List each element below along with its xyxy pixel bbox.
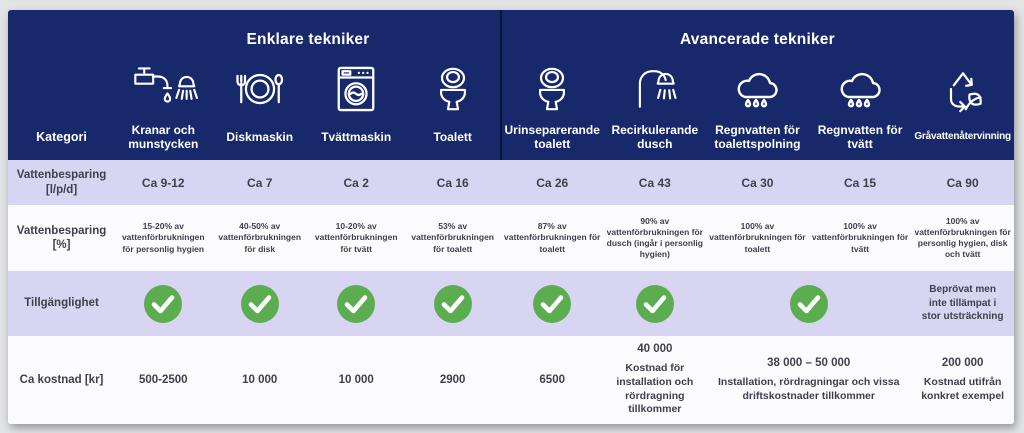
column-header-tvattmaskin bbox=[308, 56, 404, 160]
row-vattenbesparing-lpd bbox=[8, 160, 1014, 205]
cost-cell: 200 000 Kostnad utifrån konkret exempel bbox=[911, 336, 1014, 424]
cost-note: Installation, rördragningar och vissa driftskostnader tillkommer bbox=[718, 375, 900, 402]
cost-note: Kostnad utifrån konkret exempel bbox=[921, 375, 1005, 402]
column-header-regnvatten-toalettspolning bbox=[706, 56, 809, 160]
rain-cloud-icon bbox=[834, 60, 886, 118]
rain-cloud-icon bbox=[731, 60, 783, 118]
value-cell: 40-50% av vattenförbrukningen för disk bbox=[218, 221, 302, 254]
cost-cell: 500-2500 bbox=[138, 374, 188, 386]
value-cell: Ca 2 bbox=[343, 175, 369, 190]
row-label: Ca kostnad [kr] bbox=[19, 373, 104, 386]
check-circle-icon bbox=[532, 284, 572, 324]
dish-and-cutlery-icon bbox=[230, 60, 290, 118]
cost-cell: 10 000 bbox=[338, 374, 374, 386]
column-header-urinseparerande-toalett bbox=[501, 56, 604, 160]
availability-cell bbox=[212, 271, 308, 336]
value-cell: 90% av vattenförbrukningen för dusch (ingår i personlig hygien) bbox=[606, 215, 703, 260]
column-label: Kranar och munstycken bbox=[128, 122, 199, 151]
column-label: Toalett bbox=[433, 129, 472, 144]
row-tillganglighet bbox=[8, 271, 1014, 336]
check-circle-icon bbox=[336, 284, 376, 324]
check-circle-icon bbox=[635, 284, 675, 324]
value-cell: 100% av vattenförbrukningen för tvätt bbox=[811, 221, 909, 254]
value-cell: 15-20% av vattenförbrukningen för personlig hygien bbox=[121, 221, 205, 254]
toilet-icon bbox=[530, 60, 574, 118]
value-cell: 100% av vattenförbrukningen för toalett bbox=[709, 221, 806, 254]
availability-cell-regnvatten-merged bbox=[706, 271, 911, 336]
column-header-gravattenatervinning bbox=[911, 56, 1014, 160]
value-cell: 100% av vattenförbrukningen för personlig hygien, disk och tvätt bbox=[914, 215, 1011, 260]
column-label: Regnvatten för toalettspolning bbox=[714, 122, 801, 151]
section-title-avancerade: Avancerade tekniker bbox=[679, 31, 835, 48]
cost-note: Kostnad för installation och rördragning tillkommer bbox=[616, 362, 694, 416]
section-title-enklare: Enklare tekniker bbox=[246, 31, 370, 48]
column-header-diskmaskin bbox=[212, 56, 308, 160]
value-cell: 87% av vattenförbrukningen för toalett bbox=[504, 221, 601, 254]
value-cell: Ca 30 bbox=[741, 175, 774, 190]
column-label: Gråvattenåtervinning bbox=[914, 131, 1011, 143]
cost-cell-regnvatten-merged: 38 000 – 50 000 Installation, rördragningar och vissa driftskostnader tillkommer bbox=[706, 336, 911, 424]
value-cell: Ca 15 bbox=[844, 175, 877, 190]
availability-cell bbox=[115, 271, 211, 336]
column-label: Recirkulerande dusch bbox=[611, 122, 699, 151]
value-cell: 53% av vattenförbrukningen för toalett bbox=[411, 221, 494, 254]
value-cell: Ca 26 bbox=[536, 175, 569, 190]
recycle-leaf-icon bbox=[939, 60, 987, 118]
check-circle-icon bbox=[143, 284, 183, 324]
faucet-and-showerhead-icon bbox=[128, 60, 198, 118]
row-label: Vattenbesparing [%] bbox=[16, 224, 107, 251]
column-label: Diskmaskin bbox=[226, 129, 294, 144]
column-header-kranar bbox=[115, 56, 211, 160]
availability-cell bbox=[308, 271, 404, 336]
value-cell: Ca 7 bbox=[247, 175, 273, 190]
category-column-header: Kategori bbox=[36, 130, 87, 144]
check-circle-icon bbox=[433, 284, 473, 324]
cost-cell: 10 000 bbox=[242, 374, 278, 386]
column-label: Urinseparerande toalett bbox=[504, 122, 600, 151]
check-circle-icon bbox=[789, 284, 829, 324]
row-vattenbesparing-procent bbox=[8, 205, 1014, 271]
water-saving-techniques-table bbox=[8, 10, 1014, 424]
column-header-toalett bbox=[404, 56, 500, 160]
washing-machine-icon bbox=[333, 60, 379, 118]
row-label: Vattenbesparing [l/p/d] bbox=[16, 169, 107, 196]
cost-cell: 2900 bbox=[439, 374, 466, 386]
value-cell: Ca 90 bbox=[946, 175, 979, 190]
availability-cell bbox=[604, 271, 707, 336]
value-cell: Ca 43 bbox=[638, 175, 671, 190]
table-header bbox=[8, 10, 1014, 160]
cost-cell: 6500 bbox=[539, 374, 565, 386]
row-kostnad bbox=[8, 336, 1014, 424]
check-circle-icon bbox=[240, 284, 280, 324]
shower-icon bbox=[631, 60, 679, 118]
availability-note: Beprövat men inte tillämpat i stor utsträckning bbox=[921, 284, 1004, 323]
column-label: Tvättmaskin bbox=[321, 129, 392, 144]
section-divider bbox=[500, 10, 502, 160]
toilet-icon bbox=[431, 60, 475, 118]
value-cell: Ca 16 bbox=[436, 175, 469, 190]
value-cell: Ca 9-12 bbox=[141, 175, 185, 190]
availability-cell bbox=[404, 271, 500, 336]
row-label: Tillgänglighet bbox=[24, 297, 99, 310]
availability-cell bbox=[501, 271, 604, 336]
cost-cell: 40 000 Kostnad för installation och rördragning tillkommer bbox=[604, 336, 707, 424]
column-header-recirkulerande-dusch bbox=[604, 56, 707, 160]
column-header-regnvatten-tvatt bbox=[809, 56, 912, 160]
value-cell: 10-20% av vattenförbrukningen för tvätt bbox=[314, 221, 398, 254]
column-label: Regnvatten för tvätt bbox=[817, 122, 903, 151]
